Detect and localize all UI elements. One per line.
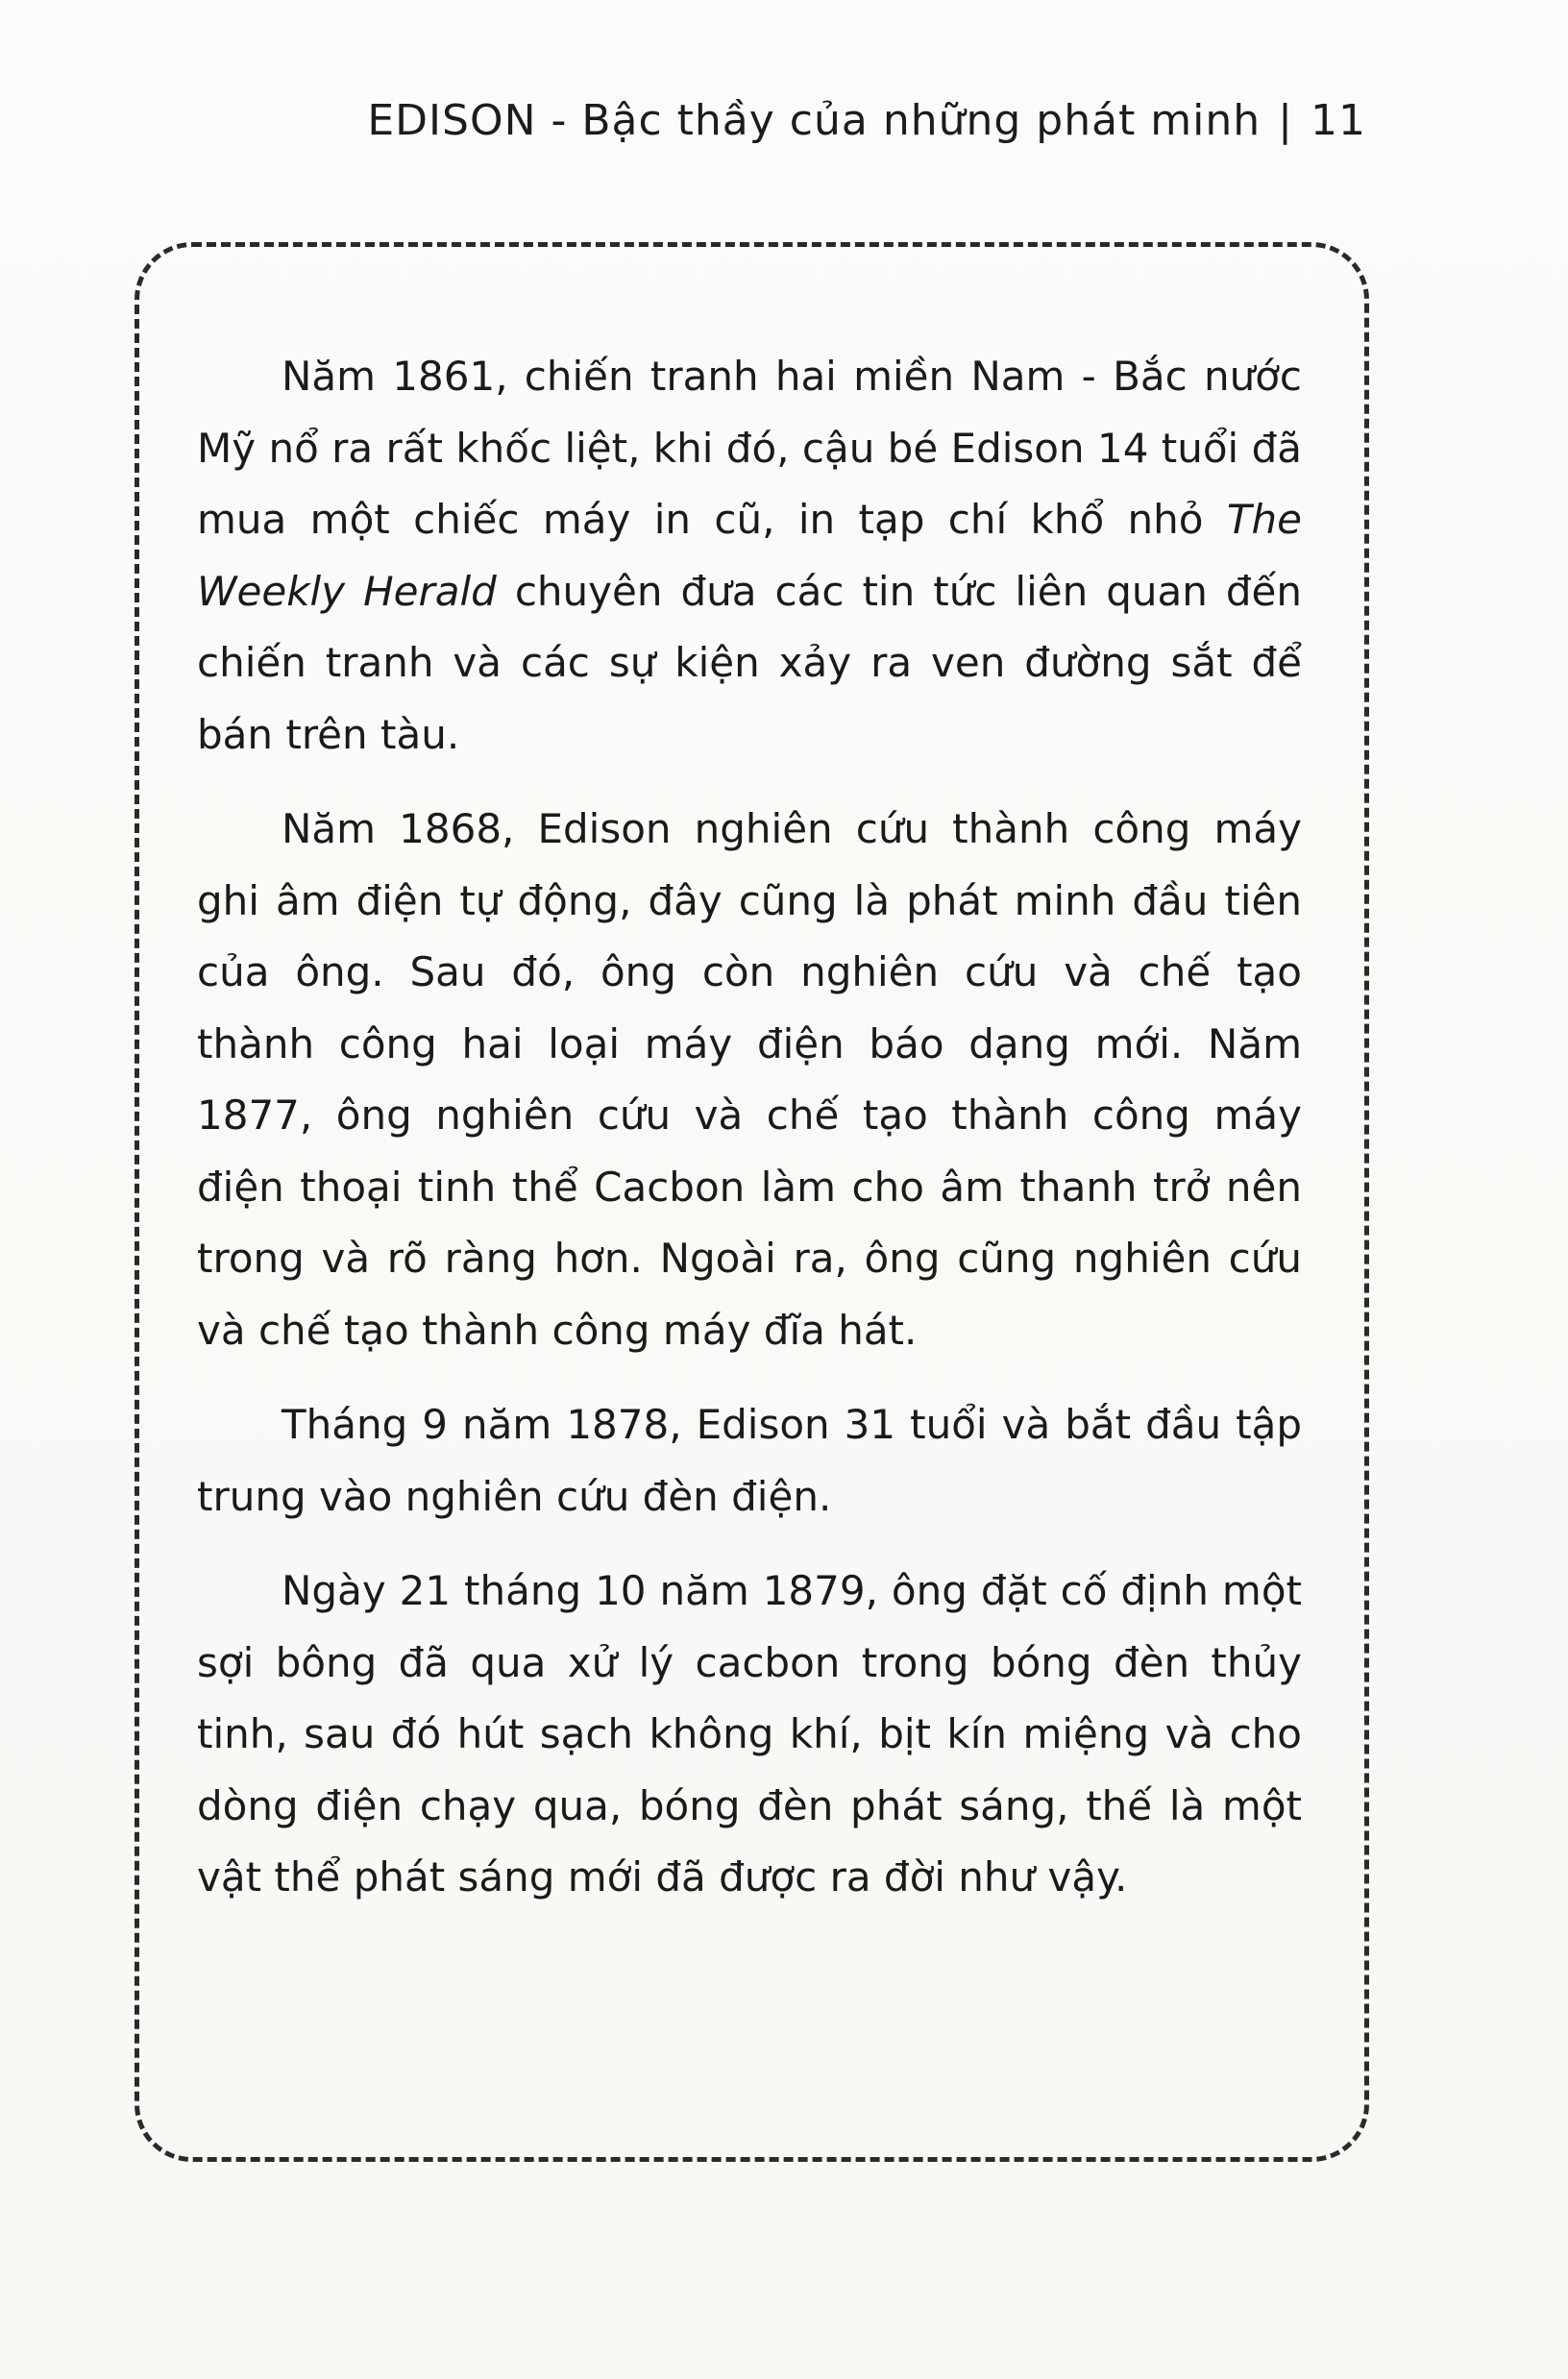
magazine-title: The Weekly Herald bbox=[197, 496, 1302, 615]
page-number: 11 bbox=[1311, 96, 1366, 145]
running-header-title: EDISON - Bậc thầy của những phát minh bbox=[367, 96, 1262, 145]
paragraph-2: Năm 1868, Edison nghiên cứu thành công máy ghi âm điện tự động, đây cũng là phát minh đầu tiên của ông. Sau đó, ông còn nghiên cứu và chế tạo thành công hai loại máy điện báo dạng mới. Năm 1877, ông nghiên cứu và chế tạo thành công máy điện thoại tinh thể Cacbon làm cho âm thanh trở nên trong và rõ ràng hơn. Ngoài ra, ông cũng nghiên cứu và chế tạo thành công máy đĩa hát. bbox=[197, 805, 1302, 1354]
paragraph-4: Ngày 21 tháng 10 năm 1879, ông đặt cố định một sợi bông đã qua xử lý cacbon trong bóng đèn thủy tinh, sau đó hút sạch không khí, bịt kín miệng và cho dòng điện chạy qua, bóng đèn phát sáng, thế là một vật thể phát sáng mới đã được ra đời như vậy. bbox=[197, 1567, 1302, 1901]
paragraph-1 bbox=[197, 341, 1302, 771]
paragraph-3: Tháng 9 năm 1878, Edison 31 tuổi và bắt đầu tập trung vào nghiên cứu đèn điện. bbox=[197, 1401, 1302, 1520]
paragraph-1-text-end: chuyên đưa các tin tức liên quan đến chiến tranh và các sự kiện xảy ra ven đường sắt để bán trên tàu. bbox=[197, 567, 1302, 758]
paragraph-1-text-start: Năm 1861, chiến tranh hai miền Nam - Bắc nước Mỹ nổ ra rất khốc liệt, khi đó, cậu bé Edison 14 tuổi đã mua một chiếc máy in cũ, in tạp chí khổ nhỏ bbox=[197, 353, 1302, 543]
running-header bbox=[367, 96, 1366, 145]
box-content bbox=[197, 341, 1302, 1937]
header-separator: | bbox=[1278, 96, 1293, 145]
